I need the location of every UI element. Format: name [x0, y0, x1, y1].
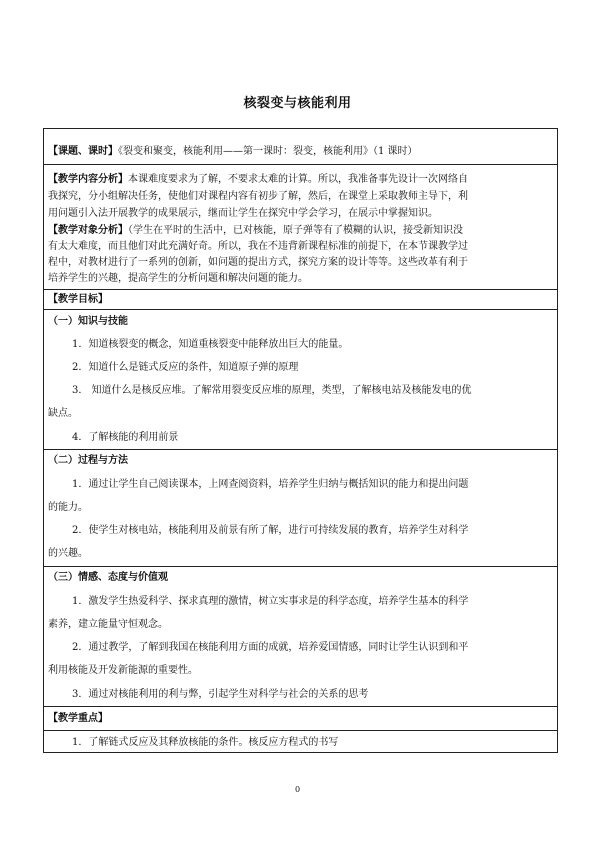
content-analysis-line	[48, 173, 468, 186]
goal-item: 3．通过对核能利用的利与弊，引起学生对科学与社会的关系的思考	[72, 689, 369, 700]
goal-item: 2．使学生对核电站，核能利用及前景有所了解，进行可持续发展的教育，培养学生对科学	[72, 525, 469, 536]
audience-analysis-line: 培养学生的兴趣，提高学生的分析问题和解决问题的能力。	[48, 273, 308, 284]
content-analysis-text: 本课难度要求为了解，不要求太难的计算。所以，我准备事先设计一次网络自	[128, 174, 468, 185]
table-row-divider	[43, 730, 558, 731]
audience-analysis-line: 有太大难度，而且他们对此充满好奇。所以，我在不违背新课程标准的前提下，在本节课教学过	[48, 241, 468, 252]
audience-analysis-text: （学生在平时的生活中，已对核能，原子弹等有了模糊的认识，接受新知识没	[128, 225, 463, 236]
audience-analysis-heading: 【教学对象分析】	[48, 225, 128, 236]
emotion-attitude-heading: （三）情感、态度与价值观	[48, 572, 168, 583]
goal-item: 4．了解核能的利用前景	[72, 432, 179, 443]
table-row-divider	[43, 449, 558, 450]
table-row-divider	[43, 164, 558, 165]
process-method-heading: （二）过程与方法	[48, 455, 128, 466]
goal-item-continued: 的能力。	[48, 502, 88, 513]
goal-item-continued: 素养，建立能量守恒观念。	[48, 619, 168, 630]
teaching-focus-heading: 【教学重点】	[48, 713, 108, 724]
lesson-heading: 【课题、课时】	[48, 146, 118, 157]
table-row-divider	[43, 566, 558, 567]
knowledge-skills-heading: （一）知识与技能	[48, 316, 128, 327]
goal-item-continued: 的兴趣。	[48, 548, 88, 559]
goal-item: 3． 知道什么是核反应堆。了解常用裂变反应堆的原理，类型，了解核电站及核能发电的优	[72, 385, 472, 396]
focus-item: 1．了解链式反应及其释放核能的条件。核反应方程式的书写	[72, 737, 339, 748]
audience-analysis-line: 程中，对教材进行了一系列的创新，如问题的提出方式，探究方案的设计等等。这些改革有利于	[48, 257, 468, 268]
table-row-divider	[43, 289, 558, 290]
goal-item: 1．知道核裂变的概念，知道重核裂变中能释放出巨大的能量。	[72, 339, 349, 350]
goal-item-continued: 缺点。	[48, 408, 78, 419]
goal-item: 2．知道什么是链式反应的条件，知道原子弹的原理	[72, 362, 299, 373]
goal-item: 1．激发学生热爱科学、探求真理的激情，树立实事求是的科学态度，培养学生基本的科学	[72, 596, 469, 607]
goal-item: 2．通过教学，了解到我国在核能利用方面的成就，培养爱国情感，同时让学生认识到和平	[72, 642, 469, 653]
teaching-goals-heading: 【教学目标】	[48, 294, 108, 305]
goal-item: 1．通过让学生自己阅读课本，上网查阅资料，培养学生归纳与概括知识的能力和提出问题	[72, 479, 469, 490]
content-analysis-heading: 【教学内容分析】	[48, 174, 128, 185]
content-analysis-line: 用问题引入法开展教学的成果展示，继而让学生在探究中学会学习，在展示中掌握知识。	[48, 208, 438, 219]
lesson-text: 《裂变和聚变，核能利用——第一课时：裂变，核能利用》（1 课时）	[118, 146, 418, 157]
goal-item-continued: 利用核能及开发新能源的重要性。	[48, 665, 198, 676]
table-row-divider	[43, 309, 558, 310]
table-row-divider	[43, 706, 558, 707]
page-number: 0	[294, 785, 301, 794]
lesson-row	[48, 145, 418, 158]
audience-analysis-line	[48, 224, 463, 237]
content-analysis-line: 我探究，分小组解决任务，使他们对课程内容有初步了解，然后，在课堂上采取教师主导下，利	[48, 191, 468, 202]
document-title: 核裂变与核能利用	[243, 96, 352, 111]
